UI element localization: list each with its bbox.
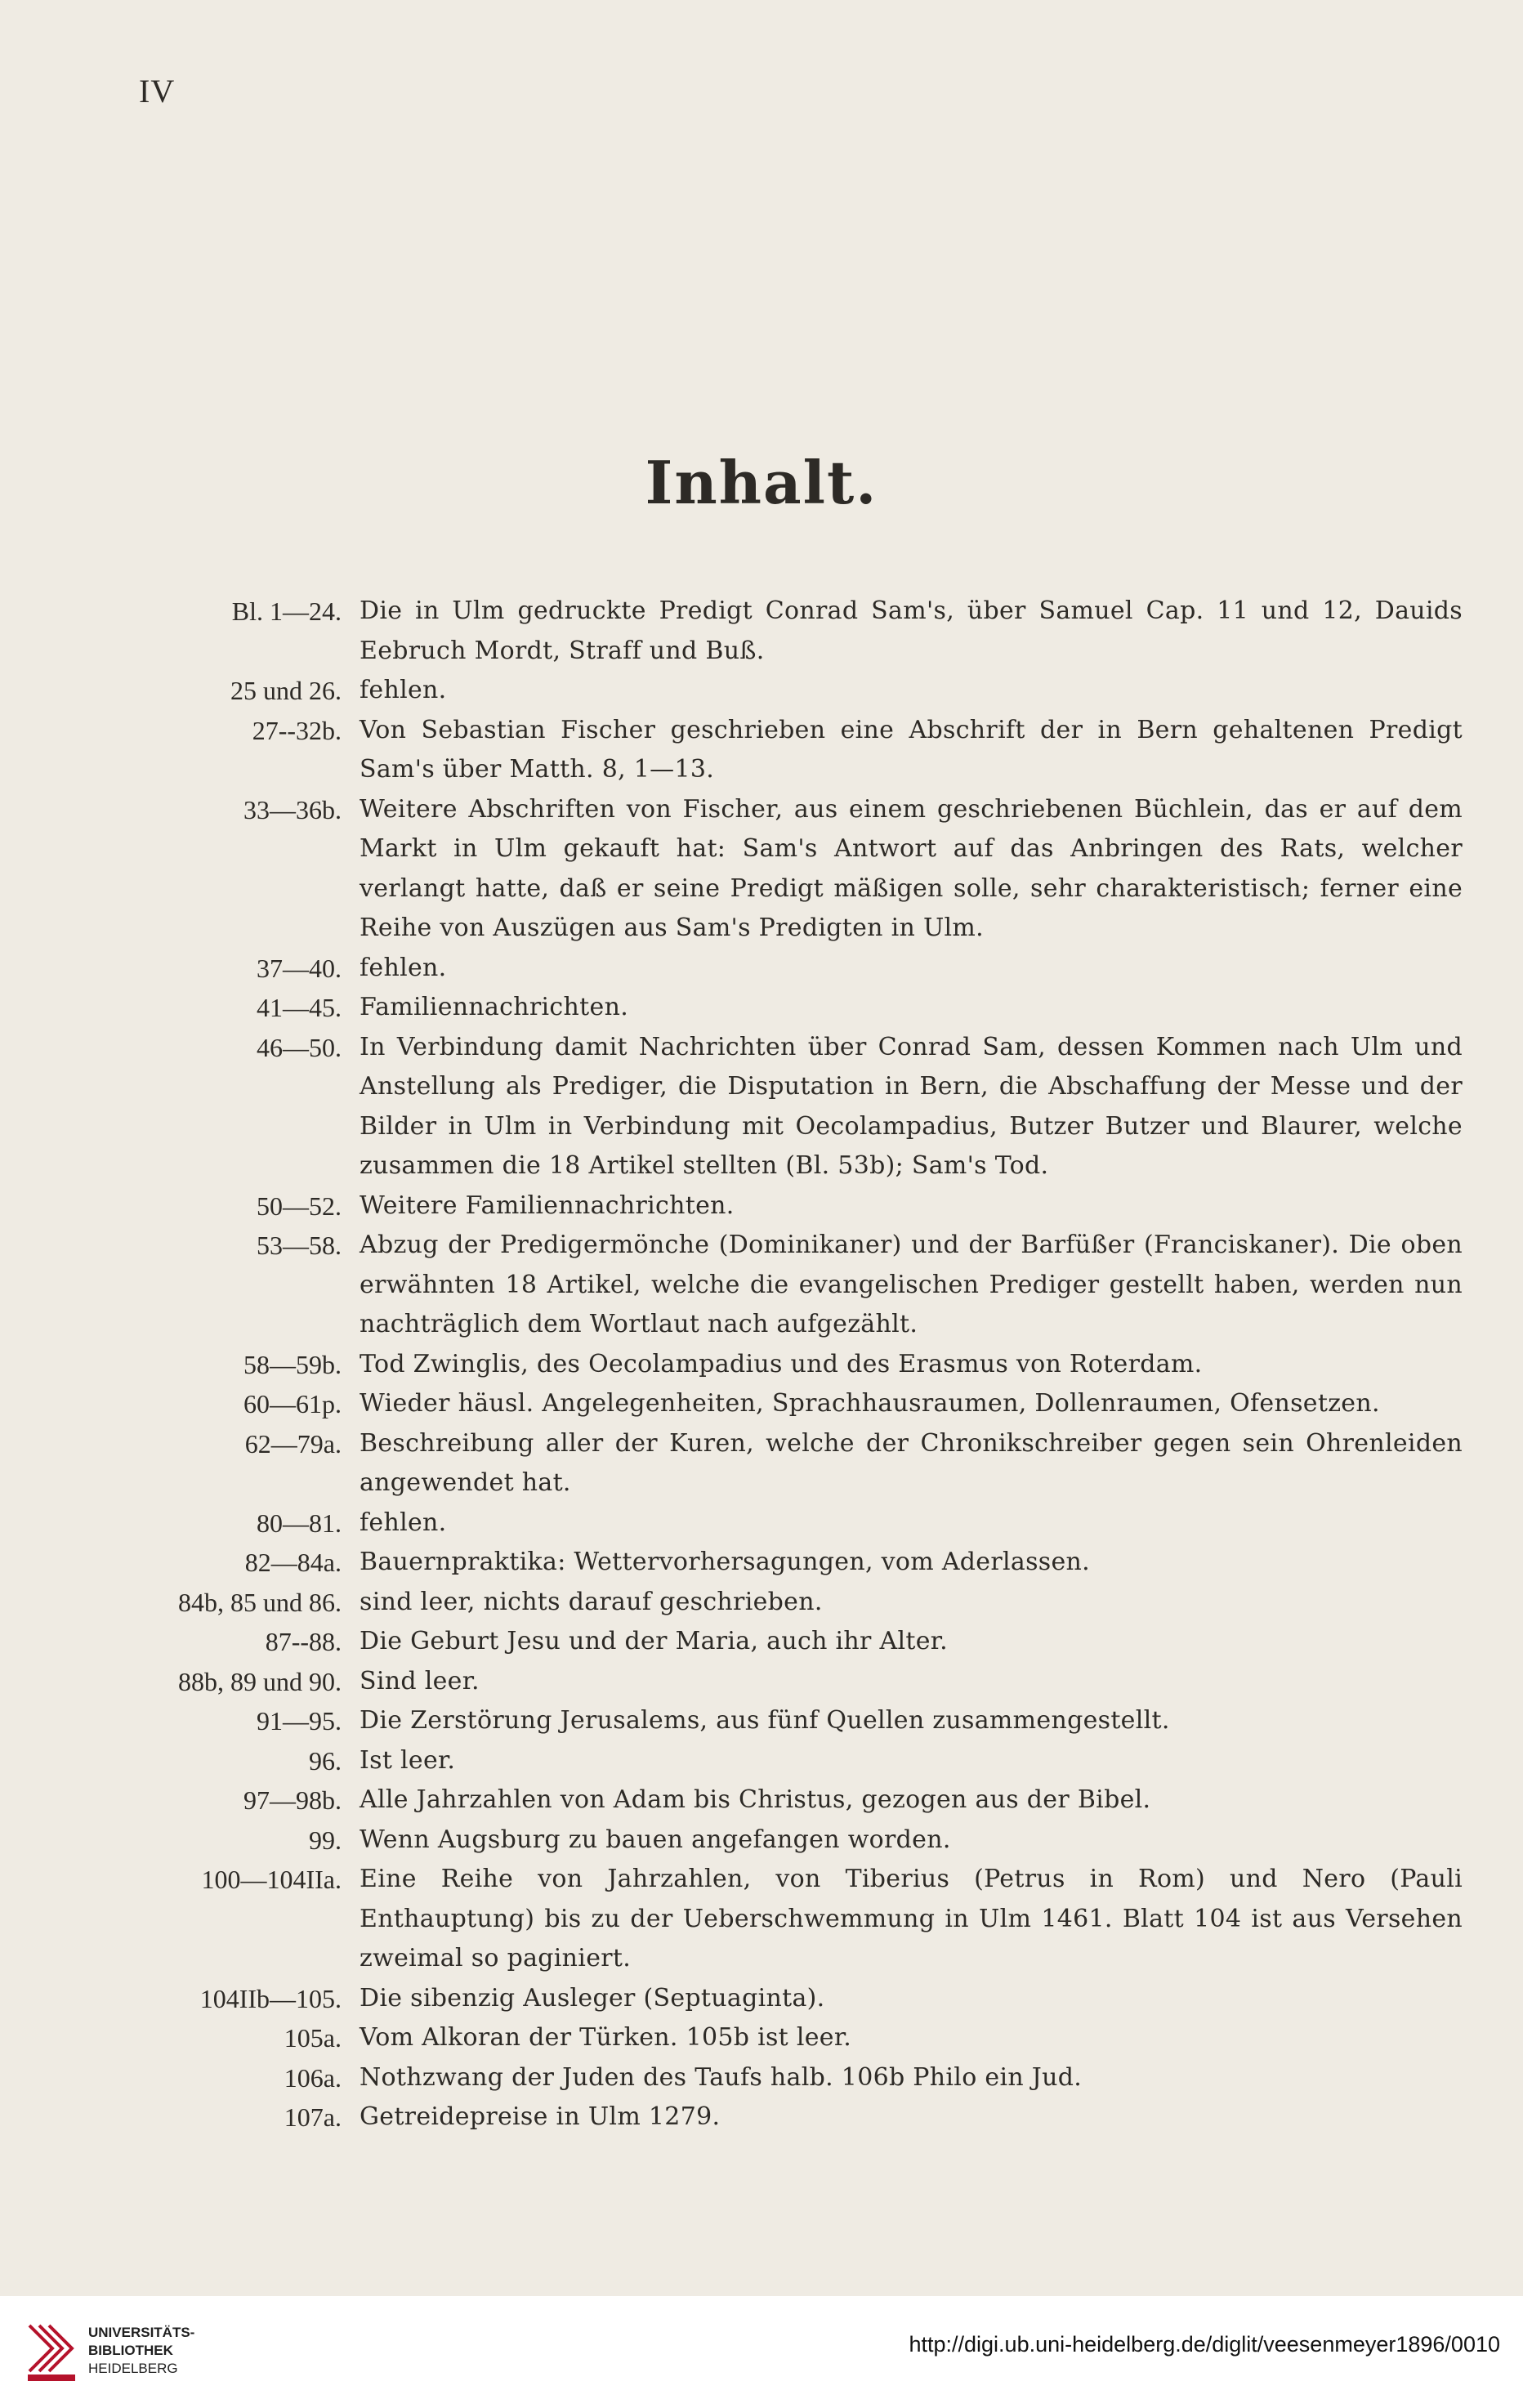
toc-row <box>106 1384 1463 1424</box>
toc-row <box>106 2058 1463 2098</box>
toc-row <box>106 949 1463 989</box>
toc-leaf-reference: 88b, 89 und 90. <box>178 1666 342 1696</box>
toc-row <box>106 790 1463 949</box>
toc-row <box>106 988 1463 1028</box>
toc-description: fehlen. <box>360 953 447 982</box>
toc-row <box>106 1226 1463 1345</box>
toc-row <box>106 1028 1463 1186</box>
toc-row <box>106 1186 1463 1226</box>
toc-leaf-reference: 46—50. <box>257 1032 342 1062</box>
toc-description: Weitere Familiennachrichten. <box>360 1191 735 1220</box>
toc-row <box>106 1662 1463 1702</box>
toc-leaf-reference: 60—61p. <box>243 1389 342 1418</box>
toc-description: Vom Alkoran der Türken. 105b ist leer. <box>360 2023 852 2052</box>
library-name <box>88 2324 194 2378</box>
footer <box>0 2296 1523 2408</box>
toc-row <box>106 1622 1463 1662</box>
toc-row <box>106 671 1463 711</box>
toc-description: Bauernpraktika: Wettervorhersagungen, vom Aderlassen. <box>360 1548 1090 1576</box>
university-library-logo-icon[interactable] <box>23 2321 82 2386</box>
toc-row <box>106 1503 1463 1544</box>
toc-description: fehlen. <box>360 676 447 704</box>
toc-description: Tod Zwinglis, des Oecolampadius und des Erasmus von Roterdam. <box>360 1349 1203 1378</box>
toc-description: Die sibenzig Ausleger (Septuaginta). <box>360 1983 825 2013</box>
toc-leaf-reference: 53—58. <box>257 1231 342 1260</box>
toc-leaf-reference: 91—95. <box>257 1706 342 1736</box>
toc-row <box>106 592 1463 671</box>
toc-row <box>106 1979 1463 2019</box>
toc-leaf-reference: 25 und 26. <box>230 676 342 705</box>
toc-description: Die Zerstörung Jerusalems, aus fünf Quellen zusammengestellt. <box>360 1706 1170 1735</box>
toc-row <box>106 1543 1463 1583</box>
toc-description: Ist leer. <box>360 1745 456 1775</box>
toc-row <box>106 2018 1463 2058</box>
toc-leaf-reference: 27--32b. <box>252 715 342 745</box>
toc-row <box>106 1424 1463 1503</box>
toc-leaf-reference: 80—81. <box>257 1508 342 1538</box>
toc-description: Von Sebastian Fischer geschrieben eine Abschrift der in Bern gehaltenen Predigt Sam's über Matth. 8, 1—13. <box>360 715 1463 784</box>
toc-description: Wenn Augsburg zu bauen angefangen worden. <box>360 1825 951 1854</box>
library-name-line: HEIDELBERG <box>88 2361 178 2376</box>
toc-description: sind leer, nichts darauf geschrieben. <box>360 1587 823 1616</box>
toc-leaf-reference: 62—79a. <box>244 1428 342 1459</box>
toc-description: Beschreibung aller der Kuren, welche der Chronikschreiber gegen sein Ohrenleiden angewendet hat. <box>360 1428 1463 1497</box>
library-name-line: UNIVERSITÄTS- <box>88 2325 195 2340</box>
library-name-line: BIBLIOTHEK <box>88 2343 173 2358</box>
toc-leaf-reference: 87--88. <box>265 1627 342 1656</box>
toc-leaf-reference: 82—84a. <box>244 1548 342 1577</box>
toc-description: Alle Jahrzahlen von Adam bis Christus, gezogen aus der Bibel. <box>360 1785 1151 1814</box>
toc-row <box>106 1345 1463 1385</box>
toc-leaf-reference: 96. <box>309 1745 342 1776</box>
toc-description: Abzug der Predigermönche (Dominikaner) und der Barfüßer (Franciskaner). Die oben erwähnten 18 Artikel, welche die evangelischen Prediger gestellt haben, werden nun nachträglich dem Wortlaut nach aufgezählt. <box>360 1231 1463 1338</box>
toc-leaf-reference: 106a. <box>284 2062 342 2093</box>
toc-leaf-reference: 97—98b. <box>243 1785 342 1815</box>
toc-description: Weitere Abschriften von Fischer, aus einem geschriebenen Büchlein, das er auf dem Markt in Ulm gekauft hat: Sam's Antwort auf das Anbringen des Rats, welcher verlangt hatte, daß er seine Predigt mäßigen solle, sehr charakteristisch; ferner eine Reihe von Auszügen aus Sam's Predigten in Ulm. <box>360 794 1463 942</box>
toc-row <box>106 1741 1463 1781</box>
toc-row <box>106 1583 1463 1623</box>
toc-leaf-reference: 100—104IIa. <box>201 1865 342 1894</box>
page-number: IV <box>139 73 176 109</box>
toc-leaf-reference: 107a. <box>284 2102 342 2132</box>
toc-description: Nothzwang der Juden des Taufs halb. 106b Philo ein Jud. <box>360 2062 1083 2092</box>
toc-leaf-reference: 37—40. <box>257 953 342 983</box>
source-url-link[interactable]: http://digi.ub.uni-heidelberg.de/diglit/veesenmeyer1896/0010 <box>909 2332 1500 2357</box>
toc-row <box>106 2098 1463 2138</box>
toc-leaf-reference: 84b, 85 und 86. <box>178 1587 342 1617</box>
table-of-contents <box>106 592 1463 2138</box>
toc-description: Die Geburt Jesu und der Maria, auch ihr Alter. <box>360 1627 948 1655</box>
toc-row <box>106 1701 1463 1741</box>
toc-description: Wieder häusl. Angelegenheiten, Sprachhausraumen, Dollenraumen, Ofensetzen. <box>360 1389 1380 1418</box>
toc-row <box>106 1780 1463 1821</box>
toc-description: Sind leer. <box>360 1666 480 1695</box>
toc-description: Eine Reihe von Jahrzahlen, von Tiberius (Petrus in Rom) und Nero (Pauli Enthauptung) bis zu der Ueberschwemmung in Ulm 1461. Blatt 104 ist aus Versehen zweimal so paginiert. <box>360 1865 1463 1972</box>
toc-leaf-reference: 104IIb—105. <box>199 1983 342 2013</box>
toc-description: Familiennachrichten. <box>360 993 629 1021</box>
toc-leaf-reference: 105a. <box>284 2023 342 2053</box>
toc-leaf-reference: 99. <box>309 1825 342 1855</box>
toc-row <box>106 1821 1463 1861</box>
toc-leaf-reference: Bl. 1—24. <box>231 596 342 626</box>
toc-leaf-reference: 58—59b. <box>243 1349 342 1379</box>
page-title: Inhalt. <box>645 448 878 517</box>
toc-description: In Verbindung damit Nachrichten über Conrad Sam, dessen Kommen nach Ulm und Anstellung als Prediger, die Disputation in Bern, die Abschaffung der Messe und der Bilder in Ulm in Verbindung mit Oecolampadius, Butzer Butzer und Blaurer, welche zusammen die 18 Artikel stellten (Bl. 53b); Sam's Tod. <box>360 1032 1463 1180</box>
toc-row <box>106 711 1463 790</box>
toc-leaf-reference: 50—52. <box>257 1191 342 1221</box>
toc-description: fehlen. <box>360 1508 447 1537</box>
toc-row <box>106 1860 1463 1979</box>
toc-description: Getreidepreise in Ulm 1279. <box>360 2102 721 2131</box>
toc-leaf-reference: 41—45. <box>257 993 342 1022</box>
toc-leaf-reference: 33—36b. <box>243 794 342 824</box>
toc-description: Die in Ulm gedruckte Predigt Conrad Sam's, über Samuel Cap. 11 und 12, Dauids Eebruch Mordt, Straff und Buß. <box>360 596 1463 665</box>
